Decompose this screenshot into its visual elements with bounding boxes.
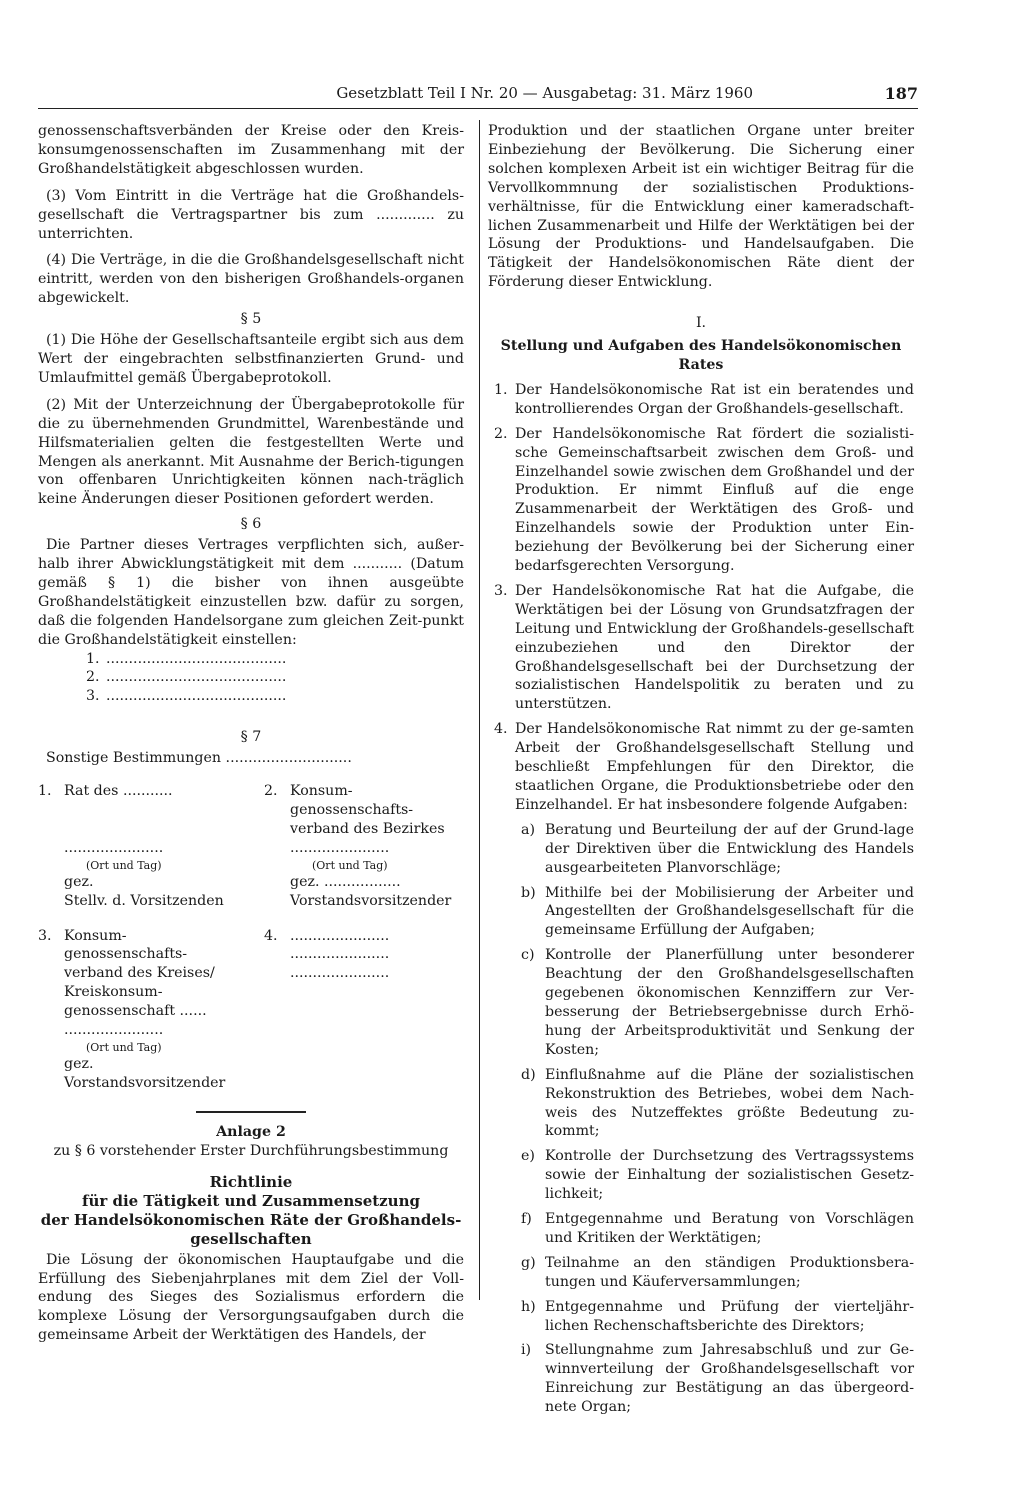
lettered-item bbox=[488, 821, 914, 878]
signature-line: (Ort und Tag) bbox=[312, 858, 388, 872]
sig-lines bbox=[64, 782, 238, 910]
lettered-item-number: i) bbox=[521, 1342, 532, 1359]
lettered-item bbox=[488, 1210, 914, 1248]
lettered-item-number: f) bbox=[521, 1211, 532, 1228]
lettered-item-text: Teilnahme an den ständigen Produktionsbera-tungen und Käuferversammlungen; bbox=[545, 1254, 914, 1290]
right-column bbox=[488, 122, 914, 1417]
sig-number: 2. bbox=[264, 783, 278, 800]
numbered-item bbox=[488, 381, 914, 419]
lettered-item-text: Einflußnahme auf die Pläne der sozialistischen Rekonstruktion des Betriebes, wobei dem Nach-weis des Nutzeffektes größte Bedeutung zu-kommt; bbox=[545, 1066, 914, 1140]
list-item bbox=[38, 687, 464, 706]
lettered-item bbox=[488, 1298, 914, 1336]
column-divider bbox=[479, 120, 480, 1300]
numbered-item-text: Der Handelsökonomische Rat ist ein beratendes und kontrollierendes Organ der Großhandels-gesellschaft. bbox=[515, 381, 914, 417]
richtlinie-line-2: für die Tätigkeit und Zusammensetzung bbox=[82, 1191, 420, 1210]
signature-line: Konsum- bbox=[290, 783, 353, 800]
sig-lines bbox=[64, 927, 238, 1093]
signature-line bbox=[64, 801, 238, 820]
lettered-item-text: Kontrolle der Durchsetzung des Vertragssystems sowie der Einhaltung der sozialistischen Gesetz-lichkeit; bbox=[545, 1148, 914, 1203]
paragraph-3: (3) Vom Eintritt in die Verträge hat die Großhandels-gesellschaft die Vertragspartner bis zum ............. zu unterrichten. bbox=[38, 187, 464, 242]
lettered-item bbox=[488, 1066, 914, 1142]
numbered-item-number: 4. bbox=[494, 721, 508, 738]
signature-line: gez. ................. bbox=[290, 873, 401, 890]
list-item bbox=[38, 668, 464, 687]
page-number: 187 bbox=[884, 84, 918, 103]
signature-block-1 bbox=[38, 782, 238, 910]
signature-line: genossenschaft ...... bbox=[64, 1003, 207, 1020]
lettered-item-text: Entgegennahme und Beratung von Vorschlägen und Kritiken der Werktätigen; bbox=[545, 1211, 914, 1246]
signature-row-1 bbox=[38, 782, 464, 910]
list-item-dots: ........................................ bbox=[106, 669, 287, 686]
paragraph-6: Die Partner dieses Vertrages verpflichten sich, außer-halb ihrer Abwicklungstätigkeit mit dem ........... (Datum gemäß § 1) die bisher von ihnen ausgeübte Großhandelstätigkeit einzustellen bzw. dafür zu sorgen, daß die folgenden Handelsorgane zum gleichen Zeit-punkt die Großhandelstätigkeit einstellen: bbox=[38, 537, 464, 648]
lettered-item bbox=[488, 1341, 914, 1417]
numbered-list bbox=[488, 381, 914, 1417]
lettered-item-text: Stellungnahme zum Jahresabschluß und zur Ge-winnverteilung der Großhandelsgesellschaft vor Einreichung zur Bestätigung an das übergeord-nete Organ; bbox=[545, 1342, 914, 1416]
lettered-item bbox=[488, 946, 914, 1059]
numbered-item bbox=[488, 425, 914, 576]
signature-row-2 bbox=[38, 927, 464, 1093]
numbered-item-number: 1. bbox=[494, 381, 508, 398]
paragraph-4: (4) Die Verträge, in die die Großhandelsgesellschaft nicht eintritt, werden von den bisherigen Großhandels-organen abgewickelt. bbox=[38, 252, 464, 307]
lettered-item bbox=[488, 1254, 914, 1292]
richtlinie-title bbox=[38, 1173, 464, 1249]
signature-line: ...................... bbox=[290, 946, 390, 963]
sig-number: 4. bbox=[264, 927, 278, 944]
numbered-item bbox=[488, 720, 914, 815]
numbered-item-text: Der Handelsökonomische Rat nimmt zu der ge-samten Arbeit der Großhandelsgesellschaft Stellung und beschließt Empfehlungen für den Direktor, die staatlichen Organe, die Produktionsbetriebe oder den Einzelhandel. Er hat insbesondere folgende Aufgaben: bbox=[515, 721, 914, 813]
anlage-subtitle: zu § 6 vorstehender Erster Durchführungsbestimmung bbox=[53, 1142, 449, 1159]
lettered-item-text: Kontrolle der Planerfüllung unter besonderer Beachtung der den Großhandelsgesellschaften gegebenen ökonomischen Kennziffern zur Ver-besserung der Betriebsergebnisse durch Erhö-hung der Arbeitsproduktivität und Senkung der Kosten; bbox=[545, 947, 914, 1058]
signature-line: (Ort und Tag) bbox=[86, 1040, 162, 1054]
signature-block-2 bbox=[264, 782, 464, 910]
list-item-dots: ........................................ bbox=[106, 688, 287, 705]
section-title: Stellung und Aufgaben des Handelsökonomischen Rates bbox=[500, 338, 902, 373]
section-divider bbox=[196, 1111, 306, 1113]
signature-line: ...................... bbox=[64, 1022, 164, 1039]
list-item-dots: ........................................ bbox=[106, 650, 287, 667]
paragraph-5-2: (2) Mit der Unterzeichnung der Übergabeprotokolle für die zu übernehmenden Grundmittel, Warenbestände und Hilfsmaterialien gelten die festgestellten Werte und Mengen als anerkannt. Mit Ausnahme der Berich-tigungen von offenbaren Unrichtigkeiten können nach-träglich keine Änderungen dieser Positionen gefordert werden. bbox=[38, 396, 464, 508]
lettered-item-number: e) bbox=[521, 1148, 535, 1165]
anlage-heading: Anlage 2 bbox=[216, 1123, 286, 1140]
section-6-list bbox=[38, 650, 464, 707]
list-item-number: 2. bbox=[86, 669, 100, 686]
numbered-item bbox=[488, 582, 914, 714]
lettered-item-text: Entgegennahme und Prüfung der vierteljähr-lichen Rechenschaftsberichte des Direktors; bbox=[545, 1298, 914, 1334]
lettered-item bbox=[488, 884, 914, 941]
lettered-item-text: Beratung und Beurteilung der auf der Grund-lage der Direktiven über die Entwicklung des Handels ausgearbeiteten Planvorschläge; bbox=[545, 821, 914, 876]
list-item-number: 3. bbox=[86, 688, 100, 705]
lettered-item-number: b) bbox=[521, 884, 536, 901]
paragraph-7: Sonstige Bestimmungen ............................ bbox=[46, 750, 352, 767]
signature-line: ...................... bbox=[290, 839, 390, 856]
signature-line: ...................... bbox=[64, 839, 164, 856]
header-title: Gesetzblatt Teil I Nr. 20 — Ausgabetag: 31. März 1960 bbox=[336, 84, 753, 102]
numbered-item-text: Der Handelsökonomische Rat fördert die sozialisti-sche Gemeinschaftsarbeit zwischen dem Groß- und Einzelhandel sowie zwischen dem Großhandel und der Produktion. Er nimmt Einfluß auf die enge Zusammenarbeit der Werktätigen des Groß- und Einzelhandels sowie der Produktion unter Ein-beziehung der Bevölkerung bei der Sicherung einer bedarfsgerechten Versorgung. bbox=[515, 425, 914, 575]
page-header bbox=[38, 84, 918, 106]
lettered-item-text: Mithilfe bei der Mobilisierung der Arbeiter und Angestellten der Großhandelsgesellschaft für die gemeinsame Erfüllung der Aufgaben; bbox=[545, 884, 914, 939]
lettered-item-number: c) bbox=[521, 947, 535, 964]
sig-lines bbox=[290, 782, 464, 910]
sig-number: 1. bbox=[38, 783, 52, 800]
paragraph-richtlinie-intro: Die Lösung der ökonomischen Hauptaufgabe und die Erfüllung des Siebenjahrplanes mit dem Ziel der Voll-endung des Sieges des Sozialismus erfordern die komplexe Lösung der Versorgungsaufgaben durch die gemeinsame Arbeit der Werktätigen des Handels, der bbox=[38, 1251, 464, 1344]
signature-line: gez. bbox=[64, 1055, 94, 1072]
signature-line: genossenschafts- bbox=[64, 946, 188, 963]
paragraph-5-1: (1) Die Höhe der Gesellschaftsanteile ergibt sich aus dem Wert der eingebrachten selbstfinanzierten Grund- und Umlaufmittel gemäß Übergabeprotokoll. bbox=[38, 332, 464, 386]
lettered-item-number: h) bbox=[521, 1298, 536, 1315]
paragraph-intro-left: genossenschaftsverbänden der Kreise oder den Kreis-konsumgenossenschaften im Zusammenhang mit der Großhandelstätigkeit abgeschlossen wurden. bbox=[38, 123, 464, 177]
signature-line: ...................... bbox=[290, 965, 390, 982]
numbered-item-number: 3. bbox=[494, 582, 508, 599]
list-item bbox=[38, 650, 464, 669]
signature-line: verband des Kreises/ bbox=[64, 965, 215, 982]
section-7-heading: § 7 bbox=[240, 729, 262, 746]
signature-line: verband des Bezirkes bbox=[290, 820, 445, 837]
sig-number: 3. bbox=[38, 927, 52, 944]
signature-line: Kreiskonsum- bbox=[64, 984, 163, 1001]
signature-line: Stellv. d. Vorsitzenden bbox=[64, 892, 224, 909]
header-rule bbox=[38, 108, 918, 109]
signature-line: genossenschafts- bbox=[290, 802, 414, 818]
richtlinie-line-1: Richtlinie bbox=[209, 1172, 293, 1191]
section-6-heading: § 6 bbox=[240, 516, 262, 533]
left-column bbox=[38, 122, 464, 1345]
roman-heading: I. bbox=[695, 315, 707, 332]
signature-line: Vorstandsvorsitzender bbox=[64, 1074, 226, 1091]
numbered-item-number: 2. bbox=[494, 425, 508, 442]
signature-line: ...................... bbox=[290, 927, 390, 944]
lettered-item-number: d) bbox=[521, 1066, 536, 1083]
signature-line: (Ort und Tag) bbox=[86, 858, 162, 872]
list-item-number: 1. bbox=[86, 650, 100, 667]
richtlinie-line-4: gesellschaften bbox=[190, 1229, 312, 1248]
paragraph-intro-right: Produktion und der staatlichen Organe unter breiter Einbeziehung der Bevölkerung. Die Sicherung einer solchen komplexen Arbeit ist ein wichtiger Beitrag für die Vervollkommnung der sozialistischen Produktions-verhältnisse, für die Entwicklung einer kameradschaft-lichen Zusammenarbeit und Hilfe der Werktätigen bei der Lösung der Produktions- und Handelsaufgaben. Die Tätigkeit der Handelsökonomischen Räte dient der Förderung dieser Entwicklung. bbox=[488, 123, 914, 291]
signature-block-4 bbox=[264, 927, 464, 1093]
lettered-item-number: g) bbox=[521, 1254, 536, 1271]
signature-line bbox=[64, 820, 238, 839]
signature-line: Vorstandsvorsitzender bbox=[290, 892, 452, 909]
signature-block-3 bbox=[38, 927, 238, 1093]
richtlinie-line-3: der Handelsökonomischen Räte der Großhandels- bbox=[40, 1210, 462, 1229]
sig-lines bbox=[290, 927, 464, 984]
signature-line: Konsum- bbox=[64, 927, 127, 944]
section-5-heading: § 5 bbox=[240, 311, 262, 328]
lettered-item bbox=[488, 1147, 914, 1204]
signature-line: Rat des ........... bbox=[64, 783, 173, 800]
signature-line: gez. bbox=[64, 873, 94, 890]
lettered-item-number: a) bbox=[521, 821, 535, 838]
numbered-item-text: Der Handelsökonomische Rat hat die Aufgabe, die Werktätigen bei der Lösung von Grundsatzfragen der Leitung und Entwicklung der Großhandels-gesellschaft einzubeziehen und den Direktor der Großhandelsgesellschaft bei der Durchsetzung der sozialistischen Handelspolitik zu beraten und zu unterstützen. bbox=[515, 582, 914, 713]
